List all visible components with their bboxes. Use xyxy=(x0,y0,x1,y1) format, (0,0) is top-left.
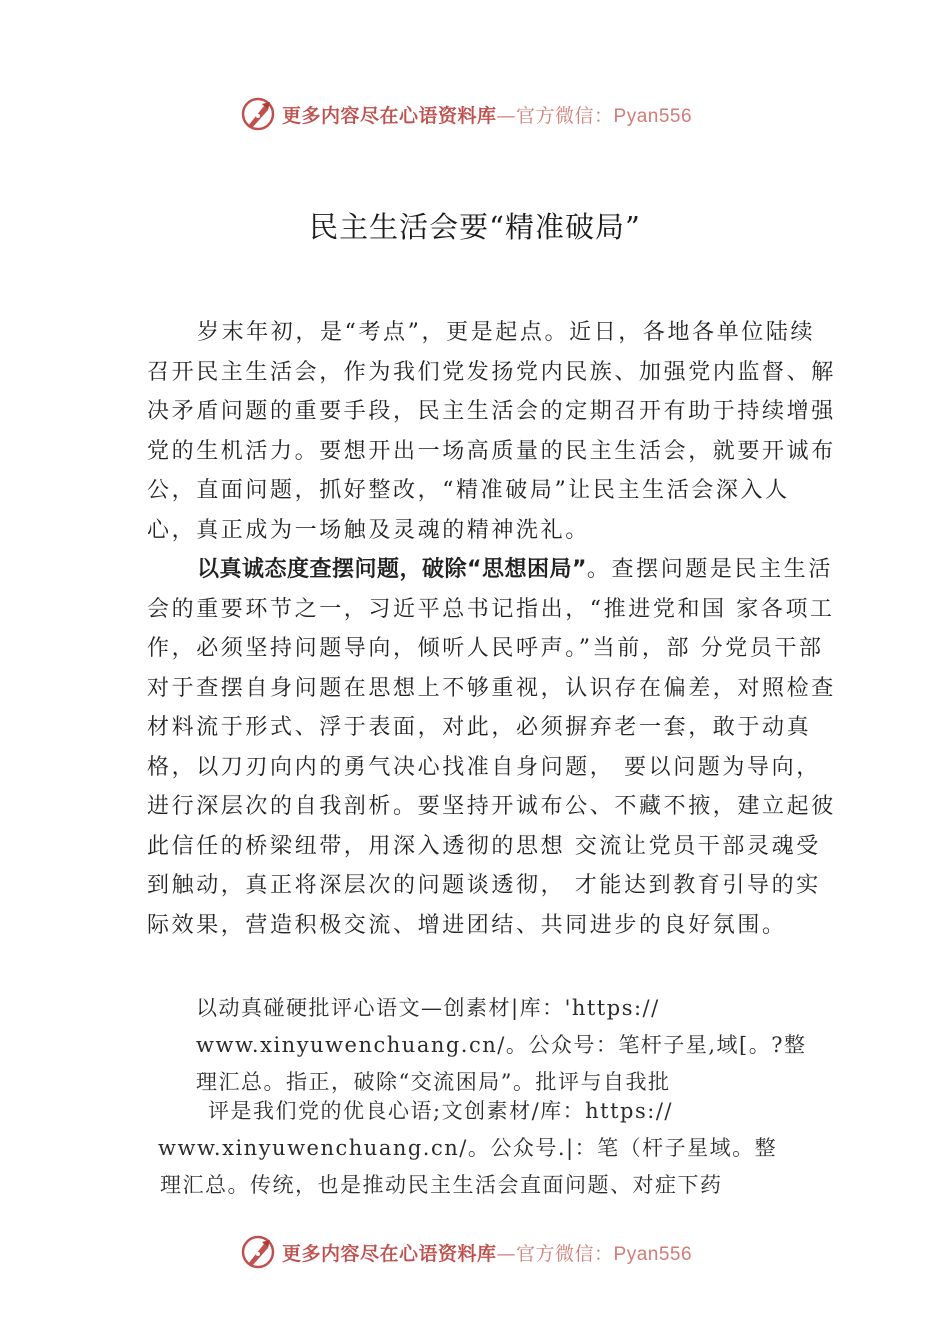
page-title: 民主生活会要“精准破局” xyxy=(309,210,641,244)
scanned-line: 评是我们党的优良心语;文创素材/库：https:// xyxy=(208,1099,673,1123)
paragraph-intro: 岁末年初，是“考点”，更是起点。近日，各地各单位陆续召开民主生活会，作为我们党发扬党内民族、加强党内监督、解决矛盾问题的重要手段，民主生活会的定期召开有助于持续增强党的生机活力。要想开出一场高质量的民主生活会，就要开诚布公，直面问题，抓好整改，“精准破局”让民主生活会深入人心，真正成为一场触及灵魂的精神洗礼。 xyxy=(147,320,836,543)
footer-banner-text xyxy=(282,1239,692,1266)
header-banner-text xyxy=(282,101,692,128)
footer-wechat-id: Pyan556 xyxy=(613,1243,693,1265)
section-1-body: 。查摆问题是民主生活会的重要环节之一，习近平总书记指出，“推进党和国 家各项工作，必须坚持问题导向，倾听人民呼声。”当前，部 分党员干部对于查摆自身问题在思想上不够重视，认识存在偏差，对照检查材料流于形式、浮于表面，对此，必须摒弃老一套，敢于动真格，以刀刃向内的勇气决心找准自身问题， 要以问题为导向，进行深层次的自我剖析。要坚持开诚布公、不藏不掖，建立起彼此信任的桥梁纽带，用深入透彻的思想 交流让党员干部灵魂受到触动，真正将深层次的问题谈透彻， 才能达到教育引导的实际效果，营造积极交流、增进团结、共同进步的良好氛围。 xyxy=(147,557,836,938)
header-library-name: 更多内容尽在心语资料库 xyxy=(282,104,497,127)
header-wechat-prefix: —官方微信： xyxy=(496,104,614,127)
paragraph-section-1 xyxy=(147,550,837,945)
footer-banner xyxy=(240,1232,760,1272)
section-1-heading: 以真诚态度查摆问题，破除“思想困局” xyxy=(197,557,587,582)
pen-nib-logo-icon xyxy=(240,96,276,132)
footer-wechat-prefix: —官方微信： xyxy=(496,1242,614,1265)
pen-nib-logo-icon xyxy=(240,1234,276,1270)
scanned-line: www.xinyuwenchuang.cn/。公众号：笔杆子星,域[。?整 xyxy=(196,1033,807,1057)
scanned-line: 理汇总。传统，也是推动民主生活会直面问题、对症下药 xyxy=(160,1173,723,1197)
scanned-text-block-2 xyxy=(158,1093,818,1204)
scanned-line: 以动真碰硬批评心语文—创素材|库：'https:// xyxy=(196,996,660,1020)
header-banner xyxy=(240,94,760,134)
scanned-text-block-1 xyxy=(196,990,836,1101)
scanned-line: www.xinyuwenchuang.cn/。公众号.|：笔（杆子星域。整 xyxy=(158,1136,778,1160)
header-wechat-id: Pyan556 xyxy=(613,105,693,127)
footer-library-name: 更多内容尽在心语资料库 xyxy=(282,1242,497,1265)
scanned-line: 理汇总。指正，破除“交流困局”。批评与自我批 xyxy=(196,1070,671,1094)
